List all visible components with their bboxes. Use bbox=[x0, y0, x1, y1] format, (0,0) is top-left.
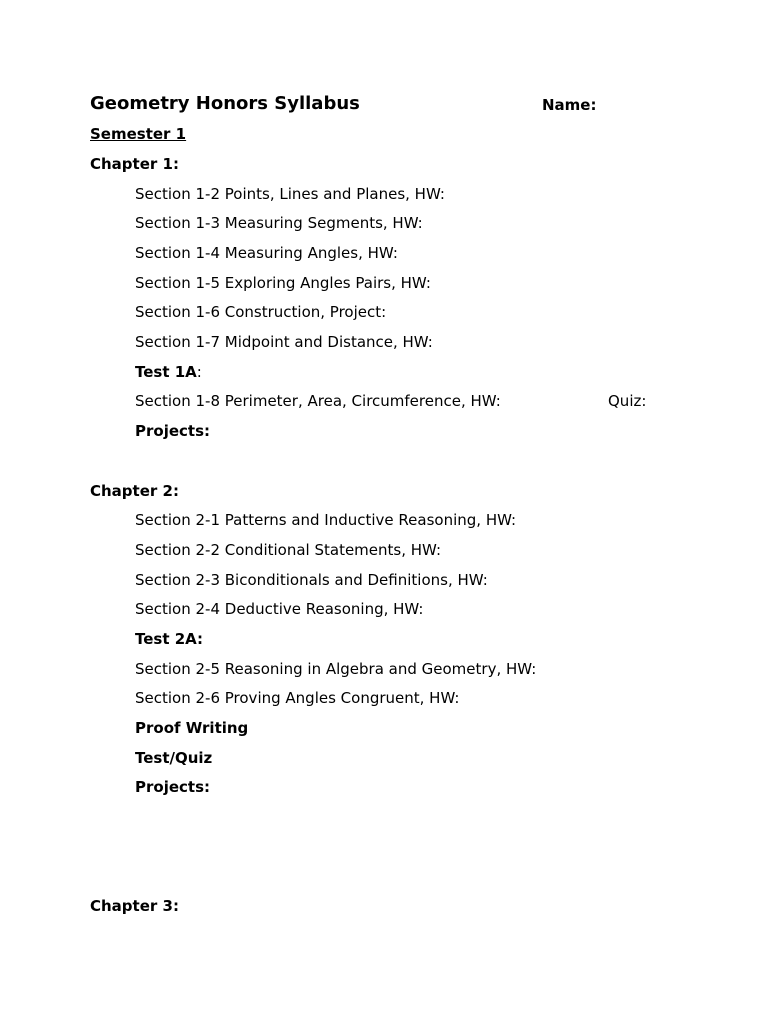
section-1-2: Section 1-2 Points, Lines and Planes, HW: bbox=[135, 185, 445, 203]
chapter-3-heading: Chapter 3: bbox=[90, 897, 179, 915]
section-2-1: Section 2-1 Patterns and Inductive Reasoning, HW: bbox=[135, 511, 517, 529]
section-1-8: Section 1-8 Perimeter, Area, Circumference, HW: bbox=[135, 392, 501, 410]
chapter-2-heading: Chapter 2: bbox=[90, 482, 179, 500]
test-2a-label: Test 2A: bbox=[135, 630, 204, 648]
proof-writing-label: Proof Writing bbox=[135, 719, 249, 737]
section-2-5: Section 2-5 Reasoning in Algebra and Geometry, HW: bbox=[135, 660, 537, 678]
chapter-1-heading: Chapter 1: bbox=[90, 155, 179, 173]
name-label: Name: bbox=[542, 96, 597, 114]
quiz-label: Quiz: bbox=[608, 392, 647, 410]
section-1-5: Section 1-5 Exploring Angles Pairs, HW: bbox=[135, 274, 431, 292]
semester-heading: Semester 1 bbox=[90, 125, 187, 143]
document-title: Geometry Honors Syllabus bbox=[90, 93, 360, 114]
section-1-4: Section 1-4 Measuring Angles, HW: bbox=[135, 244, 398, 262]
test-quiz-label: Test/Quiz bbox=[135, 749, 213, 767]
section-2-6: Section 2-6 Proving Angles Congruent, HW: bbox=[135, 689, 460, 707]
test-1a-colon: : bbox=[196, 363, 202, 381]
chapter-1-projects: Projects: bbox=[135, 422, 210, 440]
section-1-3: Section 1-3 Measuring Segments, HW: bbox=[135, 214, 423, 232]
test-1a-label: Test 1A bbox=[135, 363, 197, 381]
test-1a-line bbox=[135, 362, 202, 382]
section-1-7: Section 1-7 Midpoint and Distance, HW: bbox=[135, 333, 433, 351]
section-1-6: Section 1-6 Construction, Project: bbox=[135, 303, 387, 321]
section-2-4: Section 2-4 Deductive Reasoning, HW: bbox=[135, 600, 424, 618]
section-2-3: Section 2-3 Biconditionals and Definitions, HW: bbox=[135, 571, 488, 589]
section-2-2: Section 2-2 Conditional Statements, HW: bbox=[135, 541, 442, 559]
chapter-2-projects: Projects: bbox=[135, 778, 210, 796]
